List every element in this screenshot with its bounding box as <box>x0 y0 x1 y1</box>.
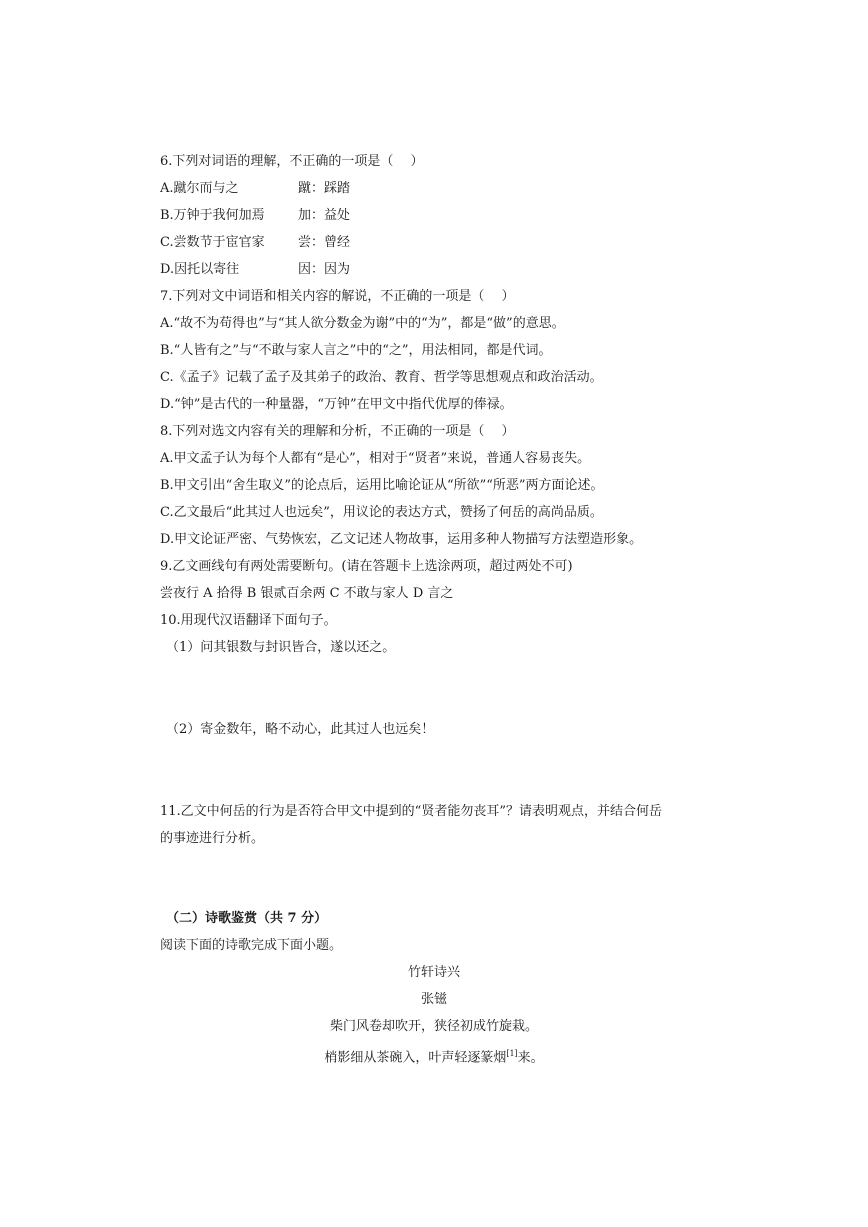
q7-option-a: A.“故不为苟得也”与“其人欲分数金为谢”中的“为”，都是“做”的意思。 <box>160 316 565 331</box>
q6-option-a-explanation: 蹴：踩踏 <box>298 181 351 196</box>
q8-stem: 8.下列对选文内容有关的理解和分析，不正确的一项是（ ） <box>160 424 515 439</box>
q10-stem: 10.用现代汉语翻译下面句子。 <box>160 613 337 628</box>
q8-option-c: C.乙文最后“此其过人也远矣”，用议论的表达方式，赞扬了何岳的高尚品质。 <box>160 505 603 520</box>
q6-option-c-explanation: 尝：曾经 <box>298 235 351 250</box>
q7-option-c: C.《孟子》记载了孟子及其弟子的政治、教育、哲学等思想观点和政治活动。 <box>160 370 603 385</box>
q7-option-d: D.“钟”是古代的一种量器，“万钟”在甲文中指代优厚的俸禄。 <box>160 397 513 412</box>
q11-line-1: 11.乙文中何岳的行为是否符合甲文中提到的“贤者能勿丧耳”？请表明观点，并结合何岳 <box>160 804 662 819</box>
q6-option-d-term: D.因托以寄往 <box>160 262 240 277</box>
poem-author: 张镃 <box>420 992 447 1007</box>
q7-option-b: B.“人皆有之”与“不敢与家人言之”中的“之”，用法相同，都是代词。 <box>160 343 552 358</box>
q8-option-a: A.甲文孟子认为每个人都有“是心”，相对于“贤者”来说，普通人容易丧失。 <box>160 451 591 466</box>
q7-stem: 7.下列对文中词语和相关内容的解说，不正确的一项是（ ） <box>160 289 515 304</box>
footnote-marker: [1] <box>506 1049 518 1058</box>
q10-item-2: （2）寄金数年，略不动心，此其过人也远矣！ <box>166 722 435 737</box>
poem-line-1: 柴门风卷却吹开，狭径初成竹旋栽。 <box>329 1019 538 1034</box>
q6-stem: 6.下列对词语的理解，不正确的一项是（ ） <box>160 154 424 169</box>
poem-line-2 <box>0 1045 868 1067</box>
poem-title: 竹轩诗兴 <box>407 965 460 980</box>
q6-option-b-term: B.万钟于我何加焉 <box>160 208 265 223</box>
q9-sentence: 尝夜行 A 拾得 B 银贰百余两 C 不敢与家人 D 言之 <box>160 586 454 601</box>
q10-item-1: （1）问其银数与封识皆合，遂以还之。 <box>166 640 396 655</box>
q6-option-a-term: A.蹴尔而与之 <box>160 181 239 196</box>
q6-option-c-term: C.尝数节于宦官家 <box>160 235 265 250</box>
q6-option-d-explanation: 因：因为 <box>298 262 351 277</box>
section-heading: （二）诗歌鉴赏（共 7 分） <box>166 911 328 926</box>
q11-line-2: 的事迹进行分析。 <box>160 831 265 846</box>
poem-line-2-text: 梢影细从茶碗入，叶声轻逐篆烟 <box>324 1050 507 1066</box>
q6-option-b-explanation: 加：益处 <box>298 208 351 223</box>
q8-option-d: D.甲文论证严密、气势恢宏，乙文记述人物故事，运用多种人物描写方法塑造形象。 <box>160 532 643 547</box>
q8-option-b: B.甲文引出“舍生取义”的论点后，运用比喻论证从“所欲”“所恶”两方面论述。 <box>160 478 604 493</box>
section-instruction: 阅读下面的诗歌完成下面小题。 <box>160 938 343 953</box>
q9-stem: 9.乙文画线句有两处需要断句。(请在答题卡上选涂两项，超过两处不可) <box>160 559 573 574</box>
poem-line-2-end: 来。 <box>517 1050 544 1066</box>
